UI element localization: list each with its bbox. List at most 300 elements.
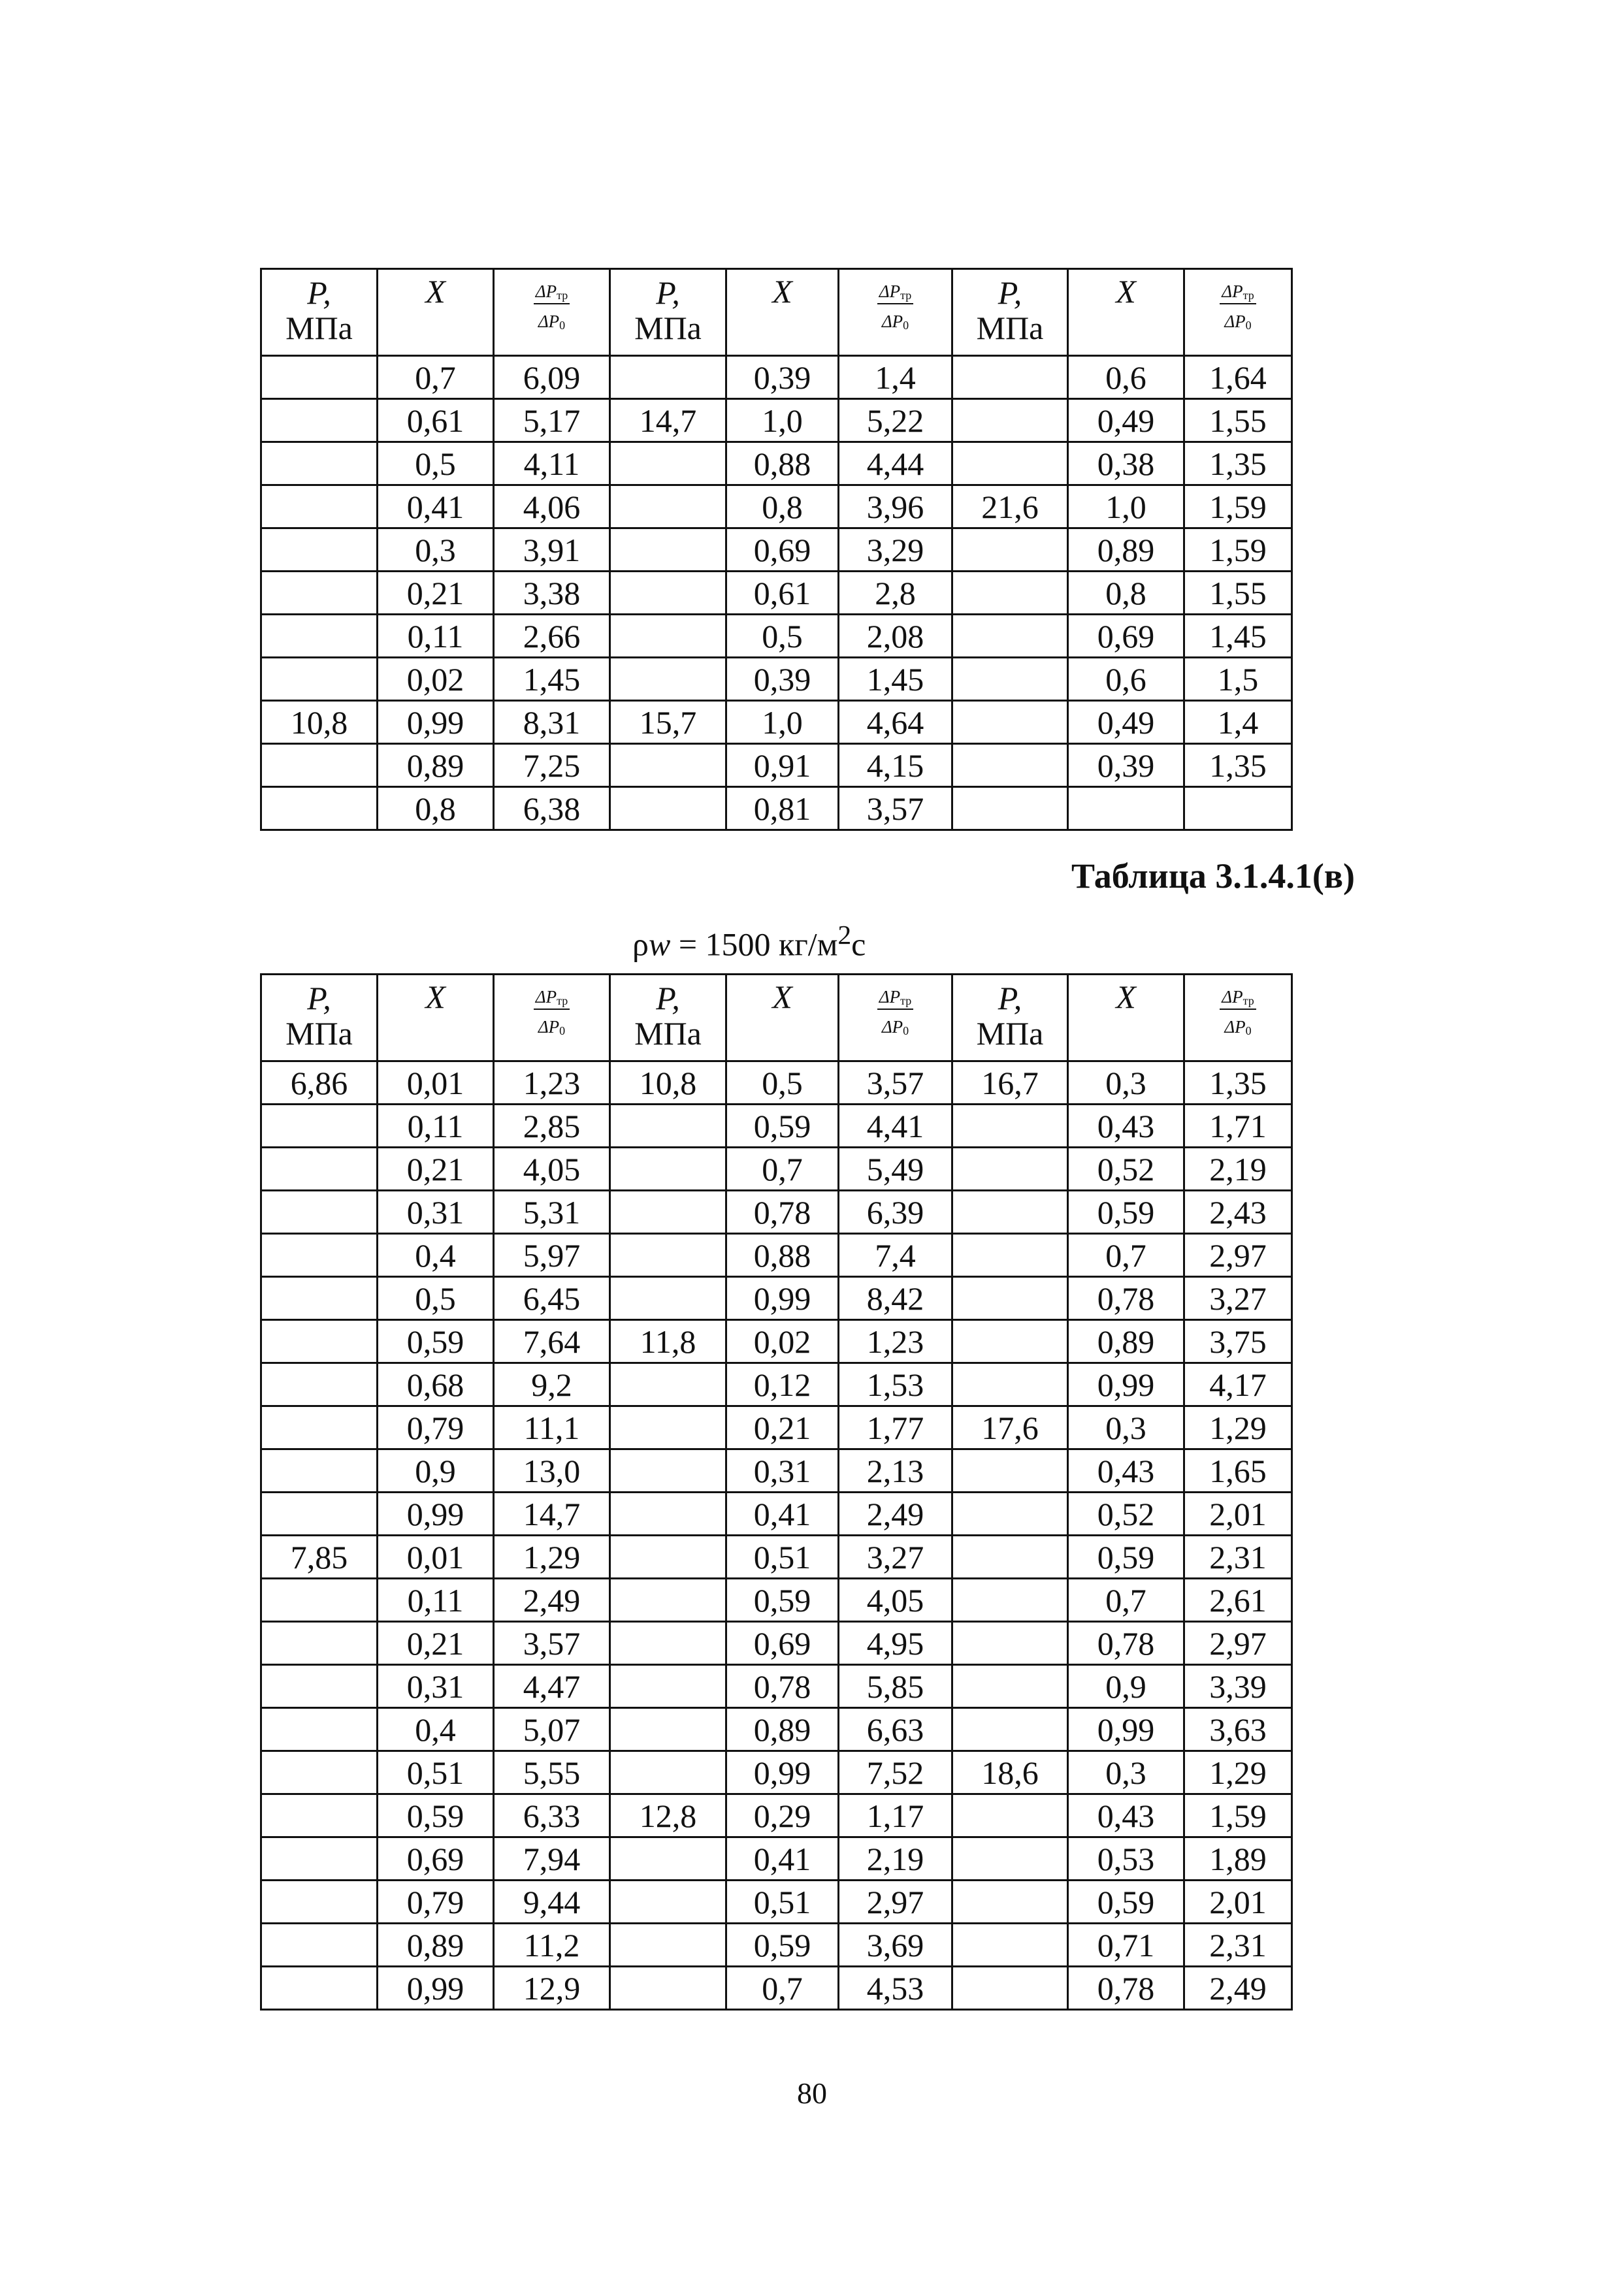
pressure-cell <box>261 1751 378 1794</box>
pressure-cell <box>261 615 378 658</box>
ratio-cell: 3,27 <box>839 1536 952 1579</box>
pressure-cell <box>610 1449 726 1493</box>
quality-cell: 0,3 <box>378 528 494 572</box>
pressure-cell <box>610 1665 726 1708</box>
ratio-cell: 2,97 <box>1184 1234 1292 1277</box>
ratio-cell: 4,44 <box>839 442 952 485</box>
table-row <box>261 1148 1292 1191</box>
pressure-cell <box>610 485 726 528</box>
ratio-cell: 1,45 <box>1184 615 1292 658</box>
quality-cell: 0,3 <box>1068 1751 1184 1794</box>
ratio-cell: 9,44 <box>494 1881 610 1924</box>
pressure-cell <box>952 1881 1068 1924</box>
data-table-bottom <box>260 973 1293 2011</box>
quality-cell: 0,39 <box>1068 744 1184 787</box>
pressure-cell <box>952 1794 1068 1837</box>
quality-cell: 0,6 <box>1068 356 1184 399</box>
ratio-cell: 4,47 <box>494 1665 610 1708</box>
header-pressure: P, МПа <box>952 269 1068 356</box>
table-row <box>261 1406 1292 1449</box>
pressure-cell <box>610 528 726 572</box>
ratio-cell: 5,85 <box>839 1665 952 1708</box>
quality-cell: 0,52 <box>1068 1493 1184 1536</box>
table-row <box>261 1493 1292 1536</box>
pressure-cell <box>261 356 378 399</box>
ratio-cell: 6,09 <box>494 356 610 399</box>
ratio-cell: 2,01 <box>1184 1881 1292 1924</box>
pressure-cell <box>952 1924 1068 1967</box>
ratio-cell: 3,29 <box>839 528 952 572</box>
pressure-cell <box>261 1708 378 1751</box>
pressure-cell <box>261 1881 378 1924</box>
ratio-cell: 6,33 <box>494 1794 610 1837</box>
pressure-cell <box>261 1794 378 1837</box>
pressure-cell: 6,86 <box>261 1061 378 1105</box>
pressure-cell <box>261 1665 378 1708</box>
ratio-cell: 2,61 <box>1184 1579 1292 1622</box>
pressure-cell <box>952 1105 1068 1148</box>
pressure-cell <box>952 701 1068 744</box>
ratio-cell: 1,35 <box>1184 744 1292 787</box>
ratio-cell: 11,2 <box>494 1924 610 1967</box>
pressure-cell <box>952 1536 1068 1579</box>
pressure-cell <box>261 1277 378 1320</box>
ratio-cell: 1,5 <box>1184 658 1292 701</box>
ratio-cell: 4,64 <box>839 701 952 744</box>
header-pressure: P, МПа <box>261 975 378 1061</box>
pressure-cell <box>952 1708 1068 1751</box>
pressure-cell <box>610 658 726 701</box>
ratio-cell: 3,39 <box>1184 1665 1292 1708</box>
table-row <box>261 1449 1292 1493</box>
pressure-cell <box>952 615 1068 658</box>
quality-cell: 0,59 <box>378 1794 494 1837</box>
ratio-cell: 5,97 <box>494 1234 610 1277</box>
ratio-cell: 3,63 <box>1184 1708 1292 1751</box>
ratio-cell: 3,27 <box>1184 1277 1292 1320</box>
ratio-cell: 3,91 <box>494 528 610 572</box>
pressure-cell <box>261 1449 378 1493</box>
pressure-cell <box>952 1665 1068 1708</box>
pressure-cell <box>261 744 378 787</box>
table-row <box>261 787 1292 830</box>
ratio-cell: 3,96 <box>839 485 952 528</box>
pressure-cell <box>952 442 1068 485</box>
quality-cell: 0,11 <box>378 1105 494 1148</box>
quality-cell: 0,89 <box>726 1708 839 1751</box>
quality-cell: 1,0 <box>726 701 839 744</box>
ratio-cell: 1,29 <box>494 1536 610 1579</box>
quality-cell: 1,0 <box>726 399 839 442</box>
pressure-cell <box>952 1277 1068 1320</box>
table-row <box>261 1924 1292 1967</box>
quality-cell: 0,21 <box>378 572 494 615</box>
table-row <box>261 1320 1292 1363</box>
ratio-cell: 7,4 <box>839 1234 952 1277</box>
table-row <box>261 1837 1292 1881</box>
pressure-cell: 18,6 <box>952 1751 1068 1794</box>
quality-cell: 0,6 <box>1068 658 1184 701</box>
pressure-cell <box>610 572 726 615</box>
pressure-cell: 16,7 <box>952 1061 1068 1105</box>
pressure-cell <box>952 744 1068 787</box>
pressure-cell <box>610 744 726 787</box>
quality-cell: 0,69 <box>378 1837 494 1881</box>
pressure-cell <box>952 1191 1068 1234</box>
quality-cell <box>1068 787 1184 830</box>
quality-cell: 0,61 <box>378 399 494 442</box>
quality-cell: 0,31 <box>378 1665 494 1708</box>
quality-cell: 0,88 <box>726 1234 839 1277</box>
table-row <box>261 615 1292 658</box>
pressure-cell <box>261 787 378 830</box>
header-ratio: $\frac{\Delta P_{тр}}{\Delta P_0}$ <box>1184 269 1292 356</box>
header-quality: X <box>726 975 839 1061</box>
quality-cell: 0,21 <box>378 1622 494 1665</box>
table-row <box>261 1881 1292 1924</box>
table-row <box>261 1363 1292 1406</box>
quality-cell: 0,8 <box>1068 572 1184 615</box>
quality-cell: 0,79 <box>378 1406 494 1449</box>
ratio-cell: 4,17 <box>1184 1363 1292 1406</box>
pressure-cell <box>610 1277 726 1320</box>
ratio-cell: 5,07 <box>494 1708 610 1751</box>
quality-cell: 0,59 <box>726 1924 839 1967</box>
pressure-cell <box>261 1493 378 1536</box>
ratio-cell: 1,64 <box>1184 356 1292 399</box>
pressure-cell <box>610 615 726 658</box>
quality-cell: 0,88 <box>726 442 839 485</box>
quality-cell: 0,5 <box>378 442 494 485</box>
ratio-cell: 4,05 <box>494 1148 610 1191</box>
header-quality: X <box>726 269 839 356</box>
ratio-cell: 5,49 <box>839 1148 952 1191</box>
pressure-cell <box>610 1751 726 1794</box>
quality-cell: 0,78 <box>1068 1277 1184 1320</box>
ratio-cell: 6,45 <box>494 1277 610 1320</box>
quality-cell: 0,3 <box>1068 1406 1184 1449</box>
quality-cell: 0,89 <box>1068 528 1184 572</box>
table-row <box>261 1622 1292 1665</box>
table-row <box>261 1708 1292 1751</box>
pressure-cell <box>610 442 726 485</box>
ratio-cell: 2,49 <box>1184 1967 1292 2010</box>
pressure-cell <box>952 1320 1068 1363</box>
ratio-cell: 1,4 <box>1184 701 1292 744</box>
quality-cell: 0,39 <box>726 356 839 399</box>
quality-cell: 0,53 <box>1068 1837 1184 1881</box>
quality-cell: 0,81 <box>726 787 839 830</box>
header-quality: X <box>378 975 494 1061</box>
quality-cell: 0,7 <box>1068 1234 1184 1277</box>
ratio-cell: 11,1 <box>494 1406 610 1449</box>
quality-cell: 0,9 <box>1068 1665 1184 1708</box>
pressure-cell <box>610 1924 726 1967</box>
pressure-cell <box>261 1967 378 2010</box>
quality-cell: 0,49 <box>1068 399 1184 442</box>
pressure-cell: 12,8 <box>610 1794 726 1837</box>
pressure-cell <box>610 1148 726 1191</box>
ratio-cell: 1,35 <box>1184 442 1292 485</box>
ratio-cell: 2,01 <box>1184 1493 1292 1536</box>
ratio-cell: 1,35 <box>1184 1061 1292 1105</box>
quality-cell: 0,99 <box>1068 1708 1184 1751</box>
quality-cell: 0,9 <box>378 1449 494 1493</box>
pressure-cell: 10,8 <box>610 1061 726 1105</box>
header-pressure: P, МПа <box>952 975 1068 1061</box>
ratio-cell: 5,31 <box>494 1191 610 1234</box>
pressure-cell: 15,7 <box>610 701 726 744</box>
ratio-cell: 6,39 <box>839 1191 952 1234</box>
table-row <box>261 744 1292 787</box>
quality-cell: 0,02 <box>378 658 494 701</box>
ratio-cell: 3,57 <box>839 787 952 830</box>
quality-cell: 0,99 <box>726 1751 839 1794</box>
quality-cell: 0,8 <box>378 787 494 830</box>
quality-cell: 0,59 <box>1068 1191 1184 1234</box>
ratio-cell: 1,59 <box>1184 1794 1292 1837</box>
ratio-cell: 4,41 <box>839 1105 952 1148</box>
ratio-cell: 7,25 <box>494 744 610 787</box>
ratio-cell: 3,57 <box>494 1622 610 1665</box>
pressure-cell <box>952 399 1068 442</box>
ratio-cell: 9,2 <box>494 1363 610 1406</box>
quality-cell: 0,99 <box>378 701 494 744</box>
pressure-cell: 17,6 <box>952 1406 1068 1449</box>
table-row <box>261 1191 1292 1234</box>
table-header-row <box>261 975 1292 1061</box>
quality-cell: 0,31 <box>378 1191 494 1234</box>
pressure-cell <box>610 1837 726 1881</box>
header-quality: X <box>378 269 494 356</box>
quality-cell: 0,7 <box>1068 1579 1184 1622</box>
ratio-cell: 5,22 <box>839 399 952 442</box>
quality-cell: 0,8 <box>726 485 839 528</box>
pressure-cell <box>261 528 378 572</box>
ratio-cell: 1,71 <box>1184 1105 1292 1148</box>
pressure-cell: 7,85 <box>261 1536 378 1579</box>
quality-cell: 0,01 <box>378 1061 494 1105</box>
quality-cell: 0,59 <box>1068 1881 1184 1924</box>
quality-cell: 0,91 <box>726 744 839 787</box>
ratio-cell: 2,85 <box>494 1105 610 1148</box>
pressure-cell <box>261 1622 378 1665</box>
quality-cell: 0,59 <box>378 1320 494 1363</box>
ratio-cell: 2,31 <box>1184 1924 1292 1967</box>
ratio-cell: 6,38 <box>494 787 610 830</box>
ratio-cell: 5,55 <box>494 1751 610 1794</box>
quality-cell: 0,78 <box>1068 1622 1184 1665</box>
header-quality: X <box>1068 975 1184 1061</box>
table-row <box>261 399 1292 442</box>
quality-cell: 0,11 <box>378 1579 494 1622</box>
pressure-cell <box>610 356 726 399</box>
table-row <box>261 572 1292 615</box>
ratio-cell: 4,53 <box>839 1967 952 2010</box>
pressure-cell <box>952 356 1068 399</box>
header-ratio: $\frac{\Delta P_{тр}}{\Delta P_0}$ <box>494 975 610 1061</box>
table-row <box>261 528 1292 572</box>
ratio-cell: 6,63 <box>839 1708 952 1751</box>
header-quality: X <box>1068 269 1184 356</box>
pressure-cell <box>952 1622 1068 1665</box>
ratio-cell: 7,94 <box>494 1837 610 1881</box>
ratio-cell: 2,49 <box>839 1493 952 1536</box>
ratio-cell: 4,05 <box>839 1579 952 1622</box>
quality-cell: 0,71 <box>1068 1924 1184 1967</box>
quality-cell: 0,78 <box>726 1665 839 1708</box>
quality-cell: 0,41 <box>726 1837 839 1881</box>
quality-cell: 0,41 <box>726 1493 839 1536</box>
pressure-cell <box>610 1536 726 1579</box>
pressure-cell <box>610 1622 726 1665</box>
table-caption: Таблица 3.1.4.1(в) <box>1071 856 1355 896</box>
quality-cell: 0,99 <box>378 1967 494 2010</box>
quality-cell: 0,89 <box>378 744 494 787</box>
quality-cell: 0,89 <box>1068 1320 1184 1363</box>
pressure-cell <box>261 572 378 615</box>
pressure-cell: 10,8 <box>261 701 378 744</box>
ratio-cell: 1,53 <box>839 1363 952 1406</box>
quality-cell: 0,99 <box>726 1277 839 1320</box>
quality-cell: 0,38 <box>1068 442 1184 485</box>
pressure-cell <box>610 1579 726 1622</box>
ratio-cell: 12,9 <box>494 1967 610 2010</box>
quality-cell: 0,02 <box>726 1320 839 1363</box>
pressure-cell <box>952 658 1068 701</box>
quality-cell: 0,68 <box>378 1363 494 1406</box>
ratio-cell: 2,8 <box>839 572 952 615</box>
pressure-cell <box>261 442 378 485</box>
quality-cell: 0,4 <box>378 1234 494 1277</box>
quality-cell: 0,49 <box>1068 701 1184 744</box>
quality-cell: 0,99 <box>378 1493 494 1536</box>
ratio-cell: 1,29 <box>1184 1751 1292 1794</box>
pressure-cell <box>952 1148 1068 1191</box>
pressure-cell <box>952 1449 1068 1493</box>
quality-cell: 0,7 <box>726 1148 839 1191</box>
table-row <box>261 1751 1292 1794</box>
quality-cell: 0,69 <box>726 528 839 572</box>
table-row <box>261 485 1292 528</box>
quality-cell: 0,51 <box>378 1751 494 1794</box>
table-row <box>261 701 1292 744</box>
quality-cell: 0,21 <box>726 1406 839 1449</box>
pressure-cell <box>952 1837 1068 1881</box>
quality-cell: 0,29 <box>726 1794 839 1837</box>
ratio-cell: 3,69 <box>839 1924 952 1967</box>
ratio-cell: 7,64 <box>494 1320 610 1363</box>
quality-cell: 0,69 <box>1068 615 1184 658</box>
pressure-cell <box>952 528 1068 572</box>
quality-cell: 0,59 <box>726 1579 839 1622</box>
pressure-cell <box>261 1234 378 1277</box>
quality-cell: 0,11 <box>378 615 494 658</box>
pressure-cell <box>610 1234 726 1277</box>
ratio-cell: 2,97 <box>839 1881 952 1924</box>
quality-cell: 0,01 <box>378 1536 494 1579</box>
quality-cell: 0,5 <box>726 1061 839 1105</box>
quality-cell: 0,4 <box>378 1708 494 1751</box>
table-row <box>261 658 1292 701</box>
ratio-cell: 5,17 <box>494 399 610 442</box>
header-ratio: $\frac{\Delta P_{тр}}{\Delta P_0}$ <box>839 975 952 1061</box>
ratio-cell: 3,38 <box>494 572 610 615</box>
header-pressure: P, МПа <box>610 269 726 356</box>
ratio-cell: 1,17 <box>839 1794 952 1837</box>
ratio-cell: 2,97 <box>1184 1622 1292 1665</box>
ratio-cell: 1,59 <box>1184 528 1292 572</box>
quality-cell: 0,99 <box>1068 1363 1184 1406</box>
ratio-cell: 1,89 <box>1184 1837 1292 1881</box>
header-ratio: $\frac{\Delta P_{тр}}{\Delta P_0}$ <box>1184 975 1292 1061</box>
pressure-cell <box>261 1105 378 1148</box>
ratio-cell: 1,29 <box>1184 1406 1292 1449</box>
pressure-cell <box>610 1363 726 1406</box>
ratio-cell: 4,11 <box>494 442 610 485</box>
pressure-cell <box>261 1320 378 1363</box>
ratio-cell: 1,65 <box>1184 1449 1292 1493</box>
ratio-cell: 1,23 <box>494 1061 610 1105</box>
header-pressure: P, МПа <box>261 269 378 356</box>
quality-cell: 0,3 <box>1068 1061 1184 1105</box>
mass-flux-label: ρw = 1500 $кг/м^2с$ <box>632 920 866 963</box>
pressure-cell <box>610 1967 726 2010</box>
ratio-cell: 2,66 <box>494 615 610 658</box>
ratio-cell: 1,77 <box>839 1406 952 1449</box>
table-row <box>261 1234 1292 1277</box>
table-row <box>261 1061 1292 1105</box>
pressure-cell <box>952 787 1068 830</box>
quality-cell: 0,43 <box>1068 1794 1184 1837</box>
pressure-cell: 21,6 <box>952 485 1068 528</box>
ratio-cell: 8,42 <box>839 1277 952 1320</box>
pressure-cell <box>261 1406 378 1449</box>
table-row <box>261 442 1292 485</box>
quality-cell: 0,59 <box>726 1105 839 1148</box>
pressure-cell <box>952 1234 1068 1277</box>
ratio-cell: 13,0 <box>494 1449 610 1493</box>
pressure-cell <box>610 1105 726 1148</box>
data-table-top <box>260 268 1293 831</box>
pressure-cell <box>261 399 378 442</box>
quality-cell: 0,52 <box>1068 1148 1184 1191</box>
quality-cell: 0,5 <box>378 1277 494 1320</box>
table-row <box>261 1277 1292 1320</box>
ratio-cell: 14,7 <box>494 1493 610 1536</box>
table-row <box>261 1967 1292 2010</box>
ratio-cell: 4,06 <box>494 485 610 528</box>
pressure-cell <box>261 1363 378 1406</box>
ratio-cell: 1,59 <box>1184 485 1292 528</box>
ratio-cell: 2,49 <box>494 1579 610 1622</box>
table-row <box>261 1794 1292 1837</box>
quality-cell: 0,41 <box>378 485 494 528</box>
pressure-cell <box>952 572 1068 615</box>
quality-cell: 0,7 <box>726 1967 839 2010</box>
quality-cell: 0,51 <box>726 1881 839 1924</box>
ratio-cell: 4,95 <box>839 1622 952 1665</box>
ratio-cell: 1,45 <box>839 658 952 701</box>
pressure-cell: 11,8 <box>610 1320 726 1363</box>
pressure-cell <box>610 1406 726 1449</box>
ratio-cell: 2,19 <box>839 1837 952 1881</box>
quality-cell: 0,69 <box>726 1622 839 1665</box>
ratio-cell: 7,52 <box>839 1751 952 1794</box>
ratio-cell: 1,23 <box>839 1320 952 1363</box>
ratio-cell: 4,15 <box>839 744 952 787</box>
header-ratio: $\frac{\Delta P_{тр}}{\Delta P_0}$ <box>494 269 610 356</box>
